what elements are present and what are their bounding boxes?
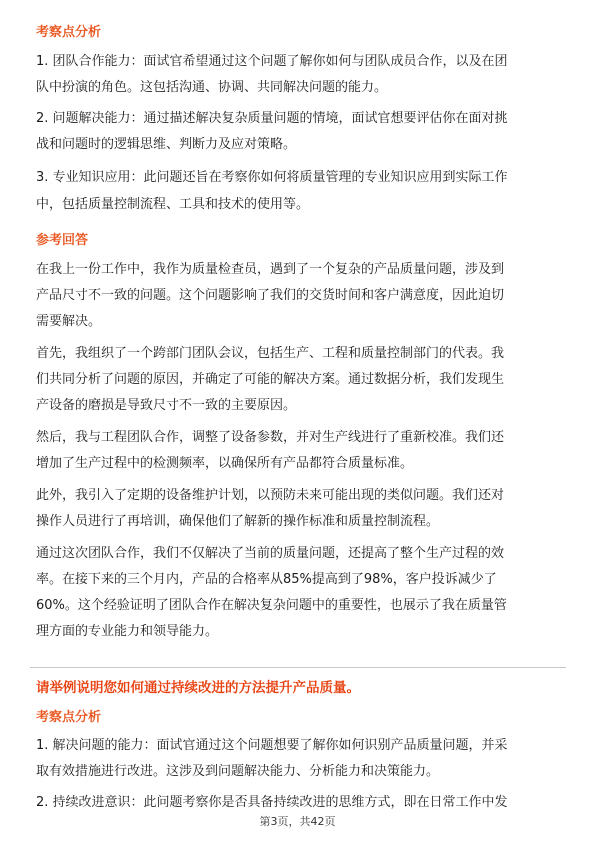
text-line: 们共同分析了问题的原因，并确定了可能的解决方案。通过数据分析，我们发现生 <box>36 372 505 387</box>
text-line: 在我上一份工作中，我作为质量检查员，遇到了一个复杂的产品质量问题，涉及到 <box>36 262 505 277</box>
text-line: 战和问题时的逻辑思维、判断力及应对策略。 <box>36 137 297 152</box>
text-line: 率。在接下来的三个月内，产品的合格率从85%提高到了98%，客户投诉减少了 <box>36 572 497 587</box>
section-heading-analysis: 考察点分析 <box>36 25 102 40</box>
page-number: 第3页，共42页 <box>259 815 336 828</box>
text-line: 1. 解决问题的能力：面试官通过这个问题想要了解你如何识别产品质量问题，并采 <box>36 738 508 753</box>
text-line: 队中扮演的角色。这包括沟通、协调、共同解决问题的能力。 <box>36 80 388 95</box>
text-line: 2. 持续改进意识：此问题考察你是否具备持续改进的思维方式，即在日常工作中发 <box>36 795 508 810</box>
text-line: 取有效措施进行改进。这涉及到问题解决能力、分析能力和决策能力。 <box>36 764 440 779</box>
text-line: 产品尺寸不一致的问题。这个问题影响了我们的交货时间和客户满意度，因此迫切 <box>36 288 505 303</box>
text-line: 3. 专业知识应用：此问题还旨在考察你如何将质量管理的专业知识应用到实际工作 <box>36 170 508 185</box>
question-title: 请举例说明您如何通过持续改进的方法提升产品质量。 <box>36 680 360 696</box>
text-line: 1. 团队合作能力：面试官希望通过这个问题了解你如何与团队成员合作，以及在团 <box>36 54 508 69</box>
section-heading-reference-answer: 参考回答 <box>36 233 89 248</box>
text-line: 需要解决。 <box>36 314 102 329</box>
text-line: 60%。这个经验证明了团队合作在解决复杂问题中的重要性，也展示了我在质量管 <box>36 598 507 613</box>
text-line: 理方面的专业能力和领导能力。 <box>36 624 219 639</box>
text-line: 此外，我引入了定期的设备维护计划，以预防未来可能出现的类似问题。我们还对 <box>36 488 505 503</box>
text-line: 通过这次团队合作，我们不仅解决了当前的质量问题，还提高了整个生产过程的效 <box>36 546 505 561</box>
text-line: 中，包括质量控制流程、工具和技术的使用等。 <box>36 197 310 212</box>
section-divider <box>30 667 566 668</box>
text-line: 操作人员进行了再培训，确保他们了解新的操作标准和质量控制流程。 <box>36 514 440 529</box>
section-heading-analysis: 考察点分析 <box>36 710 102 725</box>
text-line: 产设备的磨损是导致尺寸不一致的主要原因。 <box>36 398 297 413</box>
text-line: 首先，我组织了一个跨部门团队会议，包括生产、工程和质量控制部门的代表。我 <box>36 346 505 361</box>
text-line: 2. 问题解决能力：通过描述解决复杂质量问题的情境，面试官想要评估你在面对挑 <box>36 111 508 126</box>
text-line: 增加了生产过程中的检测频率，以确保所有产品都符合质量标准。 <box>36 456 414 471</box>
text-line: 然后，我与工程团队合作，调整了设备参数，并对生产线进行了重新校准。我们还 <box>36 430 505 445</box>
